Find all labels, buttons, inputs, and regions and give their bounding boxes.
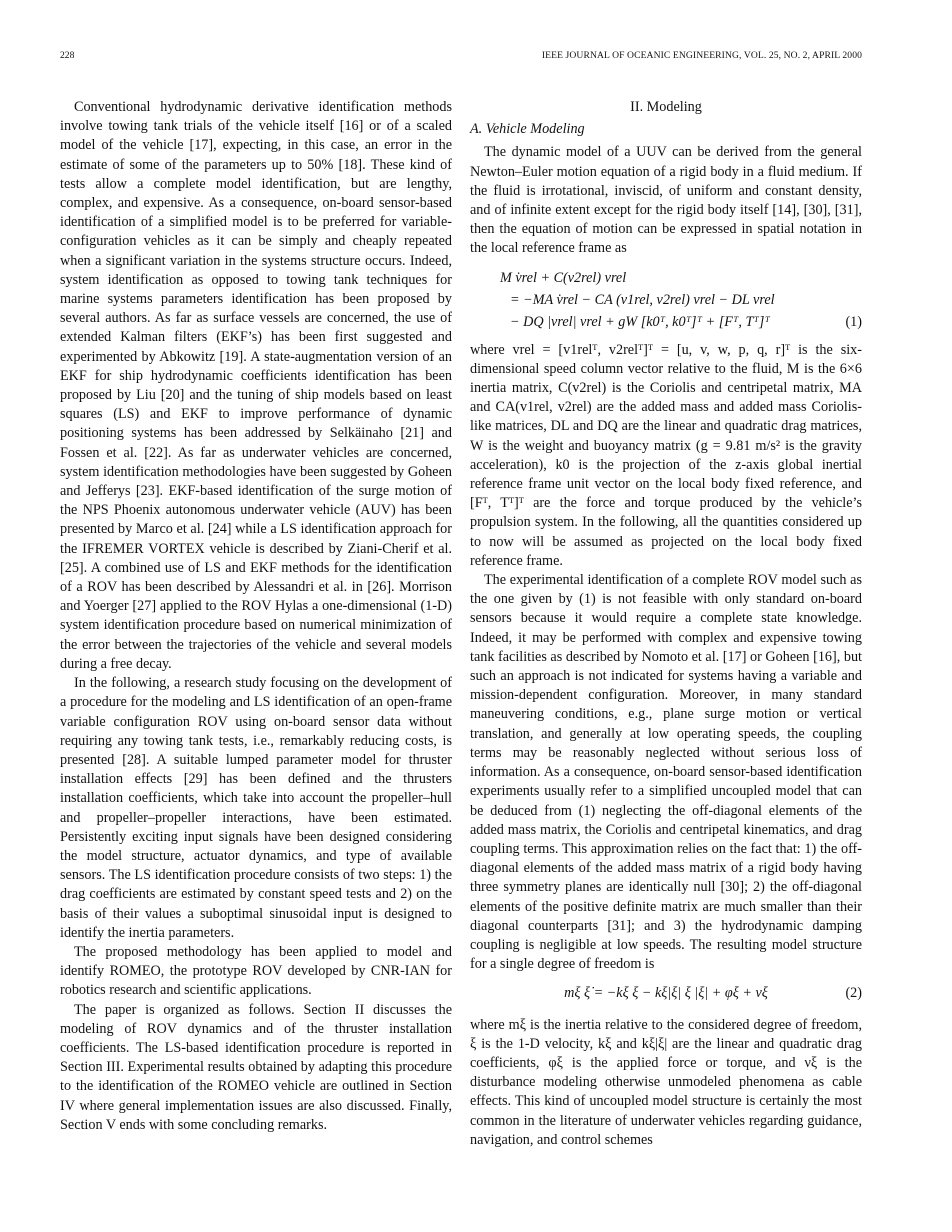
paragraph: In the following, a research study focusing on the development of a procedure for the modeling and LS identification of an open-frame variable configuration ROV using on-board sensor data without requiring any towing tank tests, i.e., remarkably reducing costs, is presented [28]. A suitable lumped parameter model for thruster installation effects [29] has been defined and the thrusters installation coefficients, which take into account the propeller–hull and propeller–propeller interactions, have been estimated. Persistently exciting input signals have been designed considering the model structure, actuator dynamics, and type of available sensors. The LS identification procedure consists of two steps: 1) the drag coefficients are estimated by constant speed tests and 2) on the basis of their values a suboptimal sinusoidal input is designed to identify the inertia parameters. bbox=[60, 675, 452, 941]
equation-2-number: (2) bbox=[845, 985, 862, 1002]
page-number: 228 bbox=[60, 50, 75, 61]
page-header bbox=[60, 50, 862, 66]
paragraph: Conventional hydrodynamic derivative identification methods involve towing tank trials of the vehicle itself [16] or of a scaled model of the vehicle [17], expecting, in this case, an error in the estimate of some of the parameters up to 50% [18]. These kind of tests allow a complete model identification, but are lengthy, complex, and expensive. As a consequence, on-board sensor-based identification of a simplified model is to be preferred for variable-configuration vehicles as it can be simply and cheaply repeated when a significant variation in the systems structure occurs. Indeed, system identification as opposed to towing tank techniques for marine systems parameters identification has been proposed by several authors. As far as surface vessels are concerned, the use of extended Kalman filters (EKF’s) has been first suggested and experimented by Abkowitz [19]. A state-augmentation version of an EKF for ship hydrodynamic coefficients identification has been proposed by Liu [20] and the tuning of ship models based on least squares (LS) and EKF to improve performance of dynamic positioning systems has been addressed by Selkäinaho [21] and Fossen et al. [22]. As far as underwater vehicles are concerned, system identification methodologies have been suggested by Goheen and Jefferys [23]. EKF-based identification of the surge motion of the NPS Phoenix autonomous underwater vehicle (AUV) has been presented by Marco et al. [24] while a LS identification approach for the IFREMER VORTEX vehicle is described by Ziani-Cherif et al. [25]. A combined use of LS and EKF methods for the identification of a ROV has been described by Alessandri et al. in [26]. Morrison and Yoerger [27] applied to the ROV Hylas a one-dimensional (1-D) system identification procedure based on numerical minimization of the error between the trajectories of the vehicle and several models during a free decay. bbox=[60, 99, 452, 672]
paragraph: The paper is organized as follows. Section II discusses the modeling of ROV dynamics and of the thruster installation coefficients. The LS-based identification procedure is reported in Section III. Experimental results obtained by adapting this procedure to the identification of the ROMEO vehicle are outlined in Section IV where general implementation issues are also discussed. Finally, Section V ends with some concluding remarks. bbox=[60, 1001, 452, 1133]
equation-2 bbox=[470, 984, 862, 1003]
left-column bbox=[60, 98, 452, 1135]
equation-2-body: mξ ξ̇ = −kξ ξ − kξ|ξ| ξ |ξ| + φξ + νξ bbox=[564, 985, 768, 1002]
paragraph: The experimental identification of a complete ROV model such as the one given by (1) is not feasible with only standard on-board sensors because it would require a complete state knowledge. Indeed, it may be performed with complex and expensive towing tank facilities as described by Nomoto et al. [17] or Goheen [16], but such an approach is not indicated for systems having a variable and mission-dependent configuration. Moreover, in many standard maneuvering conditions, e.g., plane surge motion or vertical translation, and generally at low operating speeds, the coupling terms may be reasonably neglected without serious loss of information. As a consequence, on-board sensor-based identification experiments usually refer to a simplified uncoupled model that can be deduced from (1) neglecting the off-diagonal elements of the added mass matrix, the Coriolis and centripetal kinematics, and drag coupling terms. This approximation relies on the fact that: 1) the off-diagonal elements of the added mass matrix of a rigid body having three symmetry planes are identically null [30]; 2) the off-diagonal elements of the positive definite matrix are much smaller than their diagonal counterparts [31]; and 3) the hydrodynamic damping coupling is negligible at low speeds. The resulting model structure for a single degree of freedom is bbox=[470, 572, 862, 973]
subsection-title: A. Vehicle Modeling bbox=[470, 121, 585, 138]
paragraph: The dynamic model of a UUV can be derived from the general Newton–Euler motion equation of a rigid body in a fluid medium. If the fluid is irrotational, inviscid, of uniform and constant density, and of infinite extent except for the rigid body itself [14], [30], [31], then the equation of motion can be expressed in spatial notation in the local reference frame as bbox=[470, 144, 862, 257]
paragraph: where mξ is the inertia relative to the considered degree of freedom, ξ is the 1-D velocity, kξ and kξ|ξ| are the linear and quadratic drag coefficients, φξ is the applied force or torque, and νξ is the disturbance modeling otherwise unmodeled phenomena as cable effects. This kind of uncoupled model structure is certainly the most common in the literature of underwater vehicles regarding guidance, navigation, and control schemes bbox=[470, 1016, 862, 1148]
paragraph: where vrel = [v1relᵀ, v2relᵀ]ᵀ = [u, v, w, p, q, r]ᵀ is the six-dimensional speed column vector relative to the fluid, M is the 6×6 inertia matrix, C(v2rel) is the Coriolis and centripetal matrix, MA and CA(v1rel, v2rel) are the added mass and added mass Coriolis-like matrices, DL and DQ are the linear and quadratic drag matrices, W is the weight and buoyancy matrix (g = 9.81 m/s² is the gravity acceleration), k0 is the projection of the z-axis global inertial reference frame unit vector on the local body fixed reference, and [Fᵀ, Tᵀ]ᵀ are the force and torque produced by the vehicle’s propulsion system. In the following, all the quantities considered up to now will be assumed as projected on the local body fixed reference frame. bbox=[470, 341, 862, 569]
paragraph: The proposed methodology has been applied to model and identify ROMEO, the prototype ROV developed by CNR-IAN for robotics research and scientific applications. bbox=[60, 943, 452, 999]
equation-1-line-1: M v̇rel + C(v2rel) vrel bbox=[500, 269, 627, 286]
section-title: II. Modeling bbox=[630, 99, 702, 115]
running-head: IEEE JOURNAL OF OCEANIC ENGINEERING, VOL. 25, NO. 2, APRIL 2000 bbox=[541, 50, 862, 61]
equation-1 bbox=[470, 267, 862, 333]
right-column bbox=[470, 98, 862, 1150]
equation-1-line-2: = −MA v̇rel − CA (v1rel, v2rel) vrel − DL vrel bbox=[510, 291, 775, 308]
equation-1-line-3: − DQ |vrel| vrel + gW [k0ᵀ, k0ᵀ]ᵀ + [Fᵀ, Tᵀ]ᵀ bbox=[510, 313, 770, 330]
equation-1-number: (1) bbox=[845, 314, 862, 331]
